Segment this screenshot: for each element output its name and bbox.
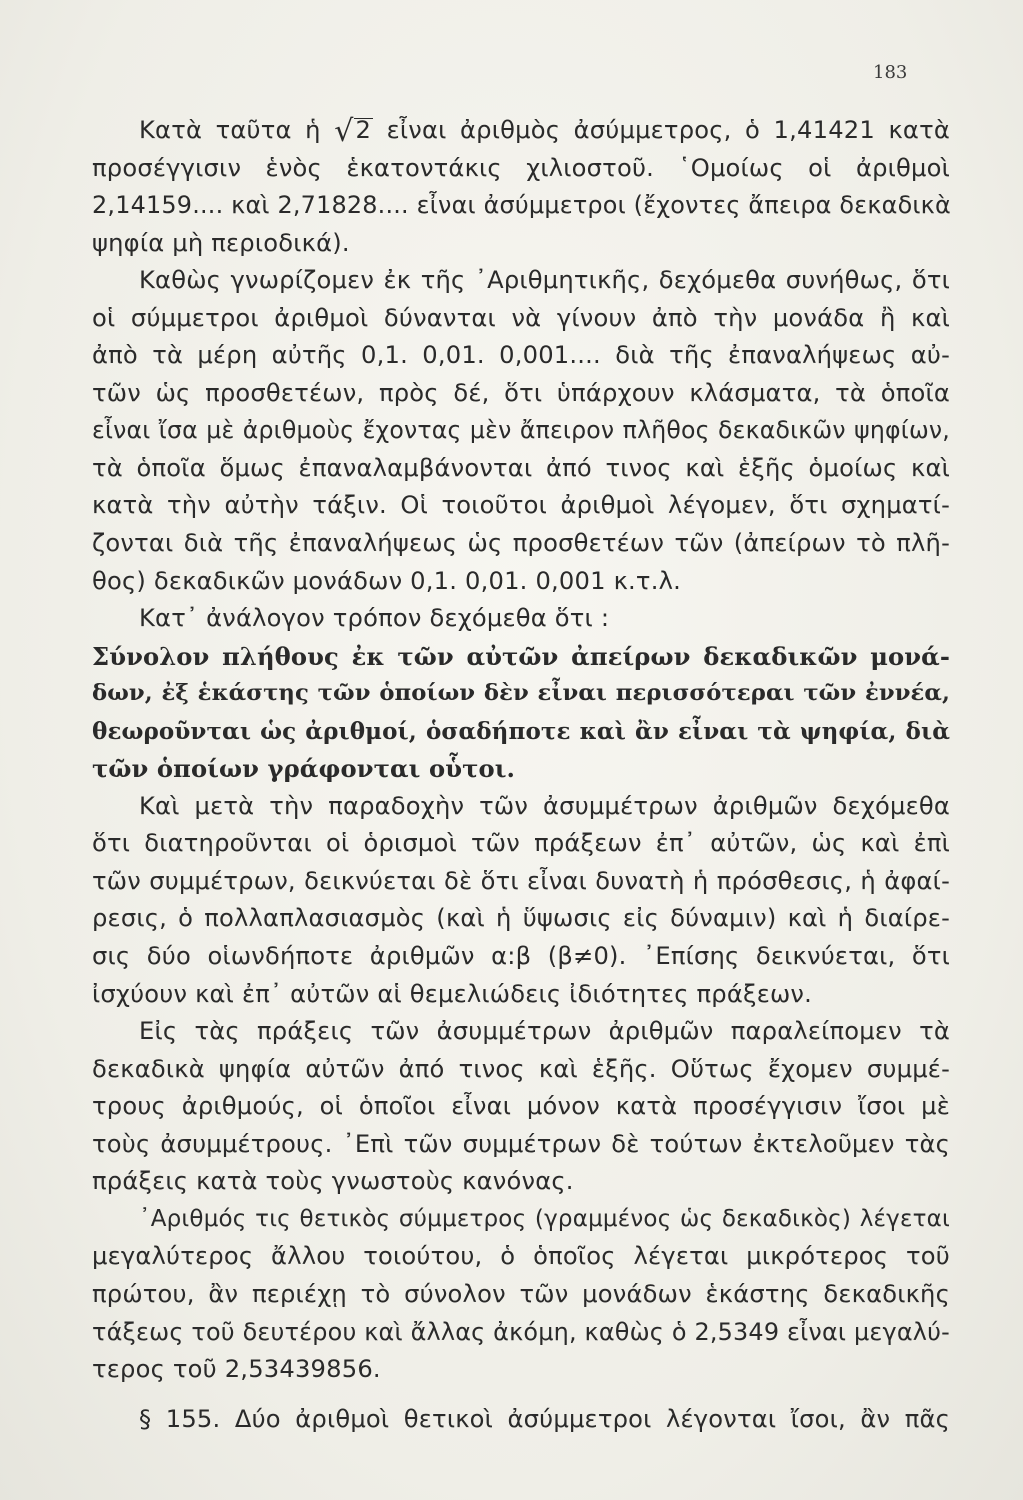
line-text: τοὺς ἀσυμμέτρους. ᾿Επὶ τῶν συμμέτρων δὲ τούτων ἐκτελοῦμεν τὰς: [92, 1129, 950, 1158]
line-text: ἰσχύουν καὶ ἐπ᾿ αὐτῶν αἱ θεμελιώδεις ἰδιότητες πράξεων.: [92, 979, 813, 1008]
text-line-5: [92, 262, 950, 300]
text-line-32: [92, 1276, 950, 1314]
line-text: θεωροῦνται ὡς ἀριθμοί, ὁσαδήποτε καὶ ἂν εἶναι τὰ ψηφία, διὰ: [92, 717, 950, 745]
line-text: θος) δεκαδικῶν μονάδων 0,1. 0,01. 0,001 κ.τ.λ.: [92, 566, 681, 595]
text-line-13: [92, 563, 950, 601]
line-text: τῶν ὁποίων γράφονται οὗτοι.: [92, 754, 516, 784]
text-line-33: [92, 1314, 950, 1352]
line-text: σις δύο οἱωνδήποτε ἀριθμῶν α:β (β≠0). ᾿Επίσης δεικνύεται, ὅτι: [92, 942, 950, 971]
text-line-27: [92, 1088, 950, 1126]
text-line-3: [92, 187, 950, 225]
line-text: τάξεως τοῦ δευτέρου καὶ ἄλλας ἀκόμη, καθὼς ὁ 2,5349 εἶναι μεγαλύ-: [92, 1317, 950, 1346]
text-line-2: [92, 150, 950, 188]
line-text: Καθὼς γνωρίζομεν ἐκ τῆς ᾿Αριθμητικῆς, δεχόμεθα συνήθως, ὅτι: [139, 266, 950, 295]
line-text: τῶν ὡς προσθετέων, πρὸς δέ, ὅτι ὑπάρχουν κλάσματα, τὰ ὁποῖα: [92, 378, 950, 407]
page-number: 183: [873, 62, 908, 83]
line-text: Καὶ μετὰ τὴν παραδοχὴν τῶν ἀσυμμέτρων ἀριθμῶν δεχόμεθα: [139, 791, 950, 820]
text-line-20: [92, 825, 950, 863]
line-text: μεγαλύτερος ἄλλου τοιούτου, ὁ ὁποῖος λέγεται μικρότερος τοῦ: [92, 1242, 950, 1271]
text-line-12: [92, 525, 950, 563]
text-line-28: [92, 1126, 950, 1164]
text-line-6: [92, 300, 950, 338]
line-text: πράξεις κατὰ τοὺς γνωστοὺς κανόνας.: [92, 1167, 574, 1196]
text-line-29: [92, 1163, 950, 1201]
text-line-7: [92, 337, 950, 375]
text-line-21: [92, 863, 950, 901]
text-line-9: [92, 412, 950, 450]
text-line-14: [92, 600, 950, 638]
text-line-34: [92, 1351, 950, 1389]
body-text: [92, 112, 950, 1438]
line-text: κατὰ τὴν αὐτὴν τάξιν. Οἱ τοιοῦτοι ἀριθμοὶ λέγομεν, ὅτι σχηματί-: [92, 491, 950, 520]
text-line-4: [92, 225, 950, 263]
radicand: 2: [355, 116, 372, 144]
line-text: ἀπὸ τὰ μέρη αὐτῆς 0,1. 0,01. 0,001.... διὰ τῆς ἐπαναλήψεως αὐ-: [92, 341, 950, 370]
text-line-8: [92, 375, 950, 413]
text-line-24: [92, 976, 950, 1014]
line-text: Σύνολον πλήθους ἐκ τῶν αὐτῶν ἀπείρων δεκαδικῶν μονά-: [92, 641, 950, 671]
line-text: οἱ σύμμετροι ἀριθμοὶ δύνανται νὰ γίνουν ἀπὸ τὴν μονάδα ἢ καὶ: [92, 303, 950, 332]
line-text: πρώτου, ἂν περιέχῃ τὸ σύνολον τῶν μονάδων ἑκάστης δεκαδικῆς: [92, 1279, 950, 1308]
line-text: τερος τοῦ 2,53439856.: [92, 1355, 381, 1384]
line-text: δεκαδικὰ ψηφία αὐτῶν ἀπό τινος καὶ ἑξῆς. Οὕτως ἔχομεν συμμέ-: [92, 1054, 950, 1083]
line-text: τῶν συμμέτρων, δεικνύεται δὲ ὅτι εἶναι δυνατὴ ἡ πρόσθεσις, ἡ ἀφαί-: [92, 866, 950, 895]
text-line-26: [92, 1051, 950, 1089]
line-text: § 155. Δύο ἀριθμοὶ θετικοὶ ἀσύμμετροι λέγονται ἴσοι, ἂν πᾶς: [139, 1404, 950, 1433]
text-line-22: [92, 900, 950, 938]
text-line-16: [92, 675, 950, 713]
text-line-11: [92, 487, 950, 525]
line-text: ὅτι διατηροῦνται οἱ ὁρισμοὶ τῶν πράξεων ἐπ᾿ αὐτῶν, ὡς καὶ ἐπὶ: [92, 829, 950, 858]
line-text: ψηφία μὴ περιοδικά).: [92, 228, 350, 257]
line-text: τὰ ὁποῖα ὅμως ἐπαναλαμβάνονται ἀπό τινος καὶ ἑξῆς ὁμοίως καὶ: [92, 453, 950, 482]
text-line-15: [92, 638, 950, 676]
line-text: ζονται διὰ τῆς ἐπαναλήψεως ὡς προσθετέων τῶν (ἀπείρων τὸ πλῆ-: [92, 529, 950, 558]
text-line-19: [92, 788, 950, 826]
line-text: εἶναι ἴσα μὲ ἀριθμοὺς ἔχοντας μὲν ἄπειρον πλῆθος δεκαδικῶν ψηφίων,: [92, 416, 950, 445]
line-text-pre: Κατὰ ταῦτα ἡ: [139, 116, 335, 144]
line-text: 2,14159.... καὶ 2,71828.... εἶναι ἀσύμμετροι (ἔχοντες ἄπειρα δεκαδικὰ: [92, 191, 951, 220]
text-line-23: [92, 938, 950, 976]
line-text: δων, ἐξ ἑκάστης τῶν ὁποίων δὲν εἶναι περισσότεραι τῶν ἐννέα,: [92, 680, 950, 707]
text-line-30: [92, 1201, 950, 1239]
text-line-18: [92, 750, 950, 788]
line-text: Κατ᾿ ἀνάλογον τρόπον δεχόμεθα ὅτι :: [139, 604, 610, 633]
line-text-post: εἶναι ἀριθμὸς ἀσύμμετρος, ὁ 1,41421 κατὰ: [373, 116, 950, 144]
text-line-35: [92, 1401, 950, 1439]
text-line-25: [92, 1013, 950, 1051]
text-line-31: [92, 1238, 950, 1276]
paragraph-gap: [92, 1389, 950, 1401]
line-text: ᾿Αριθμός τις θετικὸς σύμμετρος (γραμμένος ὡς δεκαδικὸς) λέγεται: [139, 1205, 950, 1232]
line-text: ρεσις, ὁ πολλαπλασιασμὸς (καὶ ἡ ὕψωσις εἰς δύναμιν) καὶ ἡ διαίρε-: [92, 904, 950, 933]
text-line-17: [92, 713, 950, 751]
square-root-expression: [334, 112, 373, 150]
line-text: προσέγγισιν ἑνὸς ἑκατοντάκις χιλιοστοῦ. ῾Ομοίως οἱ ἀριθμοὶ: [92, 153, 950, 182]
text-line-10: [92, 450, 950, 488]
radical-sign-icon: √: [334, 114, 354, 149]
line-text: τρους ἀριθμούς, οἱ ὁποῖοι εἶναι μόνον κατὰ προσέγγισιν ἴσοι μὲ: [92, 1092, 950, 1121]
text-line-1: [92, 112, 950, 150]
line-text: Εἰς τὰς πράξεις τῶν ἀσυμμέτρων ἀριθμῶν παραλείπομεν τὰ: [139, 1017, 950, 1046]
